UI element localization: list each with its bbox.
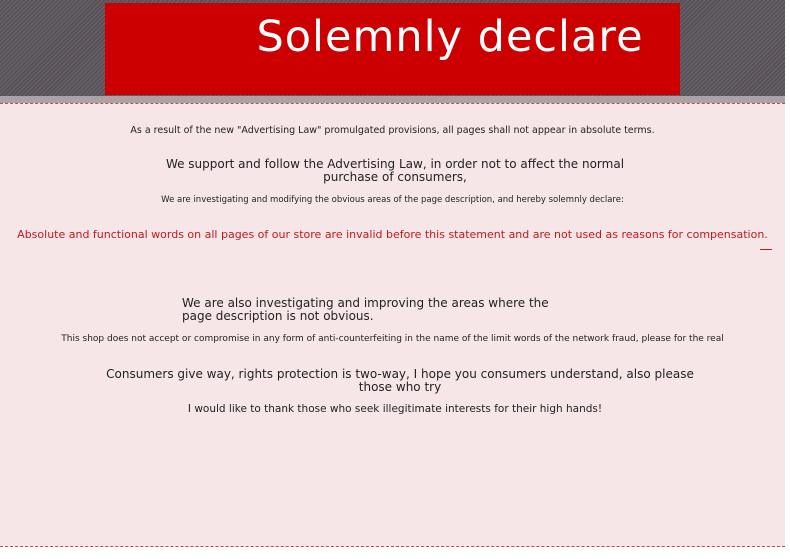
statement-panel	[0, 103, 785, 547]
statement-line-6: This shop does not accept or compromise in any form of anti-counterfeiting in the name of the limit words of the network fraud, please for the real	[61, 334, 724, 344]
statement-line-3: We are investigating and modifying the obvious areas of the page description, and hereby solemnly declare:	[161, 195, 624, 205]
statement-highlight-line: Absolute and functional words on all pages of our store are invalid before this statement and are not used as reasons for compensation.	[17, 228, 768, 241]
statement-line-5: We are also investigating and improving the areas where the page description is not obvious.	[182, 296, 549, 323]
statement-line-7: Consumers give way, rights protection is two-way, I hope you consumers understand, also please those who try	[106, 367, 694, 394]
statement-line-1: As a result of the new "Advertising Law" promulgated provisions, all pages shall not appear in absolute terms.	[130, 125, 655, 136]
red-dash-mark	[760, 249, 772, 250]
page-title: Solemnly declare	[256, 12, 644, 62]
statement-line-2: We support and follow the Advertising Law, in order not to affect the normal purchase of consumers,	[165, 157, 625, 184]
statement-line-8: I would like to thank those who seek illegitimate interests for their high hands!	[187, 403, 603, 415]
divider-strip	[0, 96, 785, 103]
